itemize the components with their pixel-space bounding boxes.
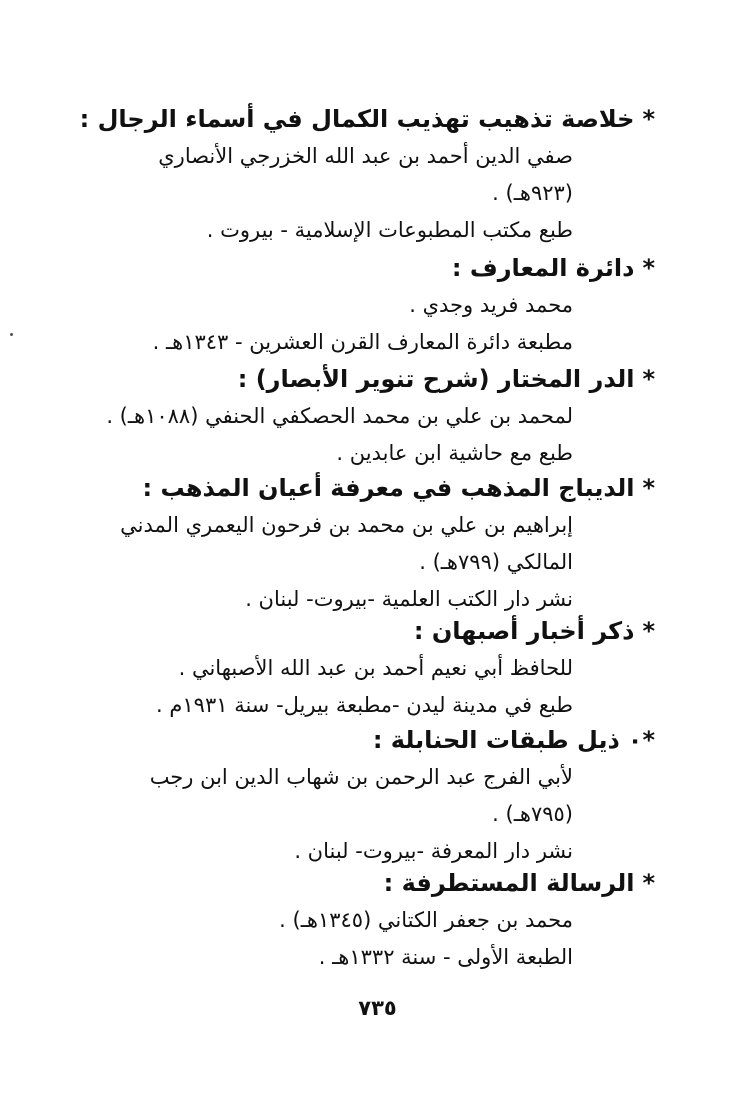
entry-line: لأبي الفرج عبد الرحمن بن شهاب الدين ابن رجب xyxy=(149,765,573,789)
entry-line: لمحمد بن علي بن محمد الحصكفي الحنفي (١٠٨٨هـ) . xyxy=(106,404,573,428)
bullet-marker: * xyxy=(642,869,655,897)
entry-title-text: ذيل طبقات الحنابلة : xyxy=(372,726,620,754)
entry-line: نشر دار الكتب العلمية -بيروت- لبنان . xyxy=(245,587,573,611)
entry-line: صفي الدين أحمد بن عبد الله الخزرجي الأنصاري xyxy=(158,144,573,168)
bibliography-entry xyxy=(90,249,655,361)
entry-line: مطبعة دائرة المعارف القرن العشرين - ١٣٤٣هـ . xyxy=(152,330,573,354)
entry-title-text: الدر المختار (شرح تنوير الأبصار) : xyxy=(237,365,635,393)
entry-line: للحافظ أبي نعيم أحمد بن عبد الله الأصبهاني . xyxy=(178,656,573,680)
bullet-marker: * xyxy=(642,474,655,502)
entry-title xyxy=(79,100,655,138)
entry-line: محمد بن جعفر الكتاني (١٣٤٥هـ) . xyxy=(279,908,573,932)
entry-line: طبع مكتب المطبوعات الإسلامية - بيروت . xyxy=(206,218,573,242)
entry-title xyxy=(90,249,655,287)
entry-line: طبع في مدينة ليدن -مطبعة بيريل- سنة ١٩٣١م . xyxy=(156,693,573,717)
page-number: ٧٣٥ xyxy=(358,996,397,1020)
bibliography-entry xyxy=(90,721,655,870)
bibliography-entry xyxy=(90,864,655,976)
entry-title-text: الديباج المذهب في معرفة أعيان المذهب : xyxy=(142,474,635,502)
entry-title-text: الرسالة المستطرفة : xyxy=(383,869,635,897)
entry-title-text: ذكر أخبار أصبهان : xyxy=(413,617,635,645)
entry-title-text: خلاصة تذهيب تهذيب الكمال في أسماء الرجال : xyxy=(79,105,635,133)
bibliography-entry xyxy=(90,469,655,618)
entry-line: المالكي (٧٩٩هـ) . xyxy=(419,550,573,574)
entry-line: الطبعة الأولى - سنة ١٣٣٢هـ . xyxy=(318,945,573,969)
entry-line: (٧٩٥هـ) . xyxy=(492,802,573,826)
entry-line: طبع مع حاشية ابن عابدين . xyxy=(336,441,573,465)
bullet-marker: * xyxy=(642,254,655,282)
entry-line: محمد فريد وجدي . xyxy=(409,293,573,317)
bibliography-entry xyxy=(90,612,655,724)
margin-dot xyxy=(10,333,13,336)
bullet-marker: *٠ xyxy=(627,726,655,754)
entry-title xyxy=(90,721,655,759)
entry-title xyxy=(90,469,655,507)
bullet-marker: * xyxy=(642,365,655,393)
bullet-marker: * xyxy=(642,617,655,645)
bibliography-entry xyxy=(90,360,655,472)
entry-line: (٩٢٣هـ) . xyxy=(492,181,573,205)
entry-title-text: دائرة المعارف : xyxy=(451,254,635,282)
entry-title xyxy=(90,360,655,398)
bullet-marker: * xyxy=(642,105,655,133)
bibliography-entry xyxy=(79,100,655,249)
entry-line: إبراهيم بن علي بن محمد بن فرحون اليعمري المدني xyxy=(120,513,573,537)
entry-title xyxy=(90,864,655,902)
entry-line: نشر دار المعرفة -بيروت- لبنان . xyxy=(294,839,573,863)
entry-title xyxy=(90,612,655,650)
